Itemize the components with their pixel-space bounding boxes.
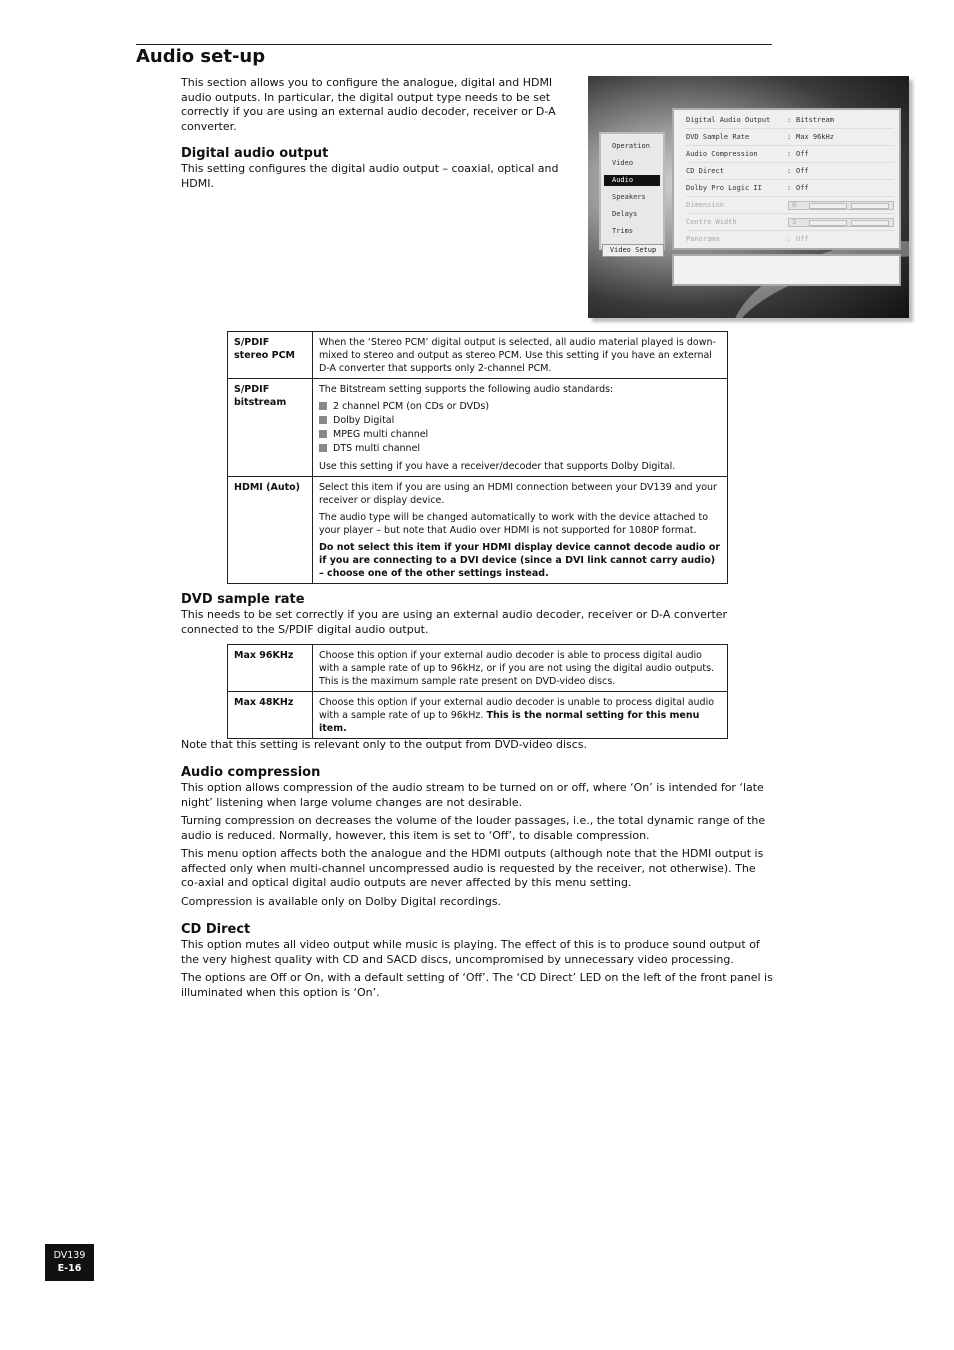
digital-output-heading: Digital audio output <box>181 146 329 161</box>
menu-item-delays[interactable]: Delays <box>612 210 638 218</box>
setting-row-centre-width[interactable]: Centre Width 3 <box>686 214 894 231</box>
menu-item-speakers[interactable]: Speakers <box>612 193 646 201</box>
centre-width-slider[interactable] <box>788 218 894 227</box>
menu-item-operation[interactable]: Operation <box>612 142 650 150</box>
setting-row-panorama[interactable]: Panorama : Off <box>686 235 809 243</box>
compression-p4: Compression is available only on Dolby Digital recordings. <box>181 894 502 908</box>
menu-item-audio[interactable]: Audio <box>604 175 660 186</box>
list-item: Dolby Digital <box>319 414 721 428</box>
setup-menu-screenshot <box>588 76 909 318</box>
row-description: Choose this option if your external audio decoder is able to process digital audio with a sample rate of up to 96kHz, or if you are not using the digital audio outputs. This is the maximum sample rate present on DVD-video discs. <box>313 645 728 692</box>
compression-p1: This option allows compression of the audio stream to be turned on or off, where ‘On’ is intended for ‘late night’ listening when large volume changes are not desirable. <box>181 781 764 809</box>
header-rule <box>136 44 772 45</box>
setting-row-cd-direct[interactable]: CD Direct : Off <box>686 163 894 180</box>
setting-row-audio-compression[interactable]: Audio Compression : Off <box>686 146 894 163</box>
row-description: Select this item if you are using an HDMI connection between your DV139 and your receiver or display device. The audio type will be changed automatically to work with the device attached to your player – but note that Audio over HDMI is not supported for 1080P format. Do not select this item if your HDMI display device cannot decode audio or if you are connecting to a DVI device (since a DVI link cannot carry audio) – choose one of the other settings instead. <box>313 477 728 584</box>
compression-heading: Audio compression <box>181 765 321 780</box>
menu-item-video[interactable]: Video <box>612 159 634 167</box>
model-label: DV139 <box>53 1250 86 1261</box>
menu-item-trims[interactable]: Trims <box>612 227 634 235</box>
list-item: 2 channel PCM (on CDs or DVDs) <box>319 400 721 414</box>
compression-p3: This menu option affects both the analogue and the HDMI outputs (although note that the HDMI output is affected only when multi-channel uncompressed audio is requested by the receiver, not otherwise). The co-axial and optical digital audio outputs are never affected by this menu setting. <box>181 847 764 889</box>
bullet-square-icon <box>319 416 327 424</box>
cd-direct-p2: The options are Off or On, with a default setting of ‘Off’. The ‘CD Direct’ LED on the left of the front panel is illuminated when this option is ‘On’. <box>181 971 773 999</box>
table-row <box>228 332 728 379</box>
intro-paragraph: This section allows you to configure the analogue, digital and HDMI audio outputs. In particular, the digital output type needs to be set correctly if you are using an external audio decoder, receiver or D-A converter. <box>181 76 556 133</box>
digital-output-section <box>181 146 571 191</box>
table-row <box>228 379 728 477</box>
row-description: When the ‘Stereo PCM’ digital output is selected, all audio material played is down-mixed to stereo and output as stereo PCM. Use this setting if you have an external D-A converter that supports only 2-channel PCM. <box>313 332 728 379</box>
compression-p2: Turning compression on decreases the volume of the louder passages, i.e., the total dynamic range of the audio is reduced. Normally, however, this item is set to ‘Off’, to disable compression. <box>181 814 766 842</box>
list-item: DTS multi channel <box>319 442 721 456</box>
table-row <box>228 645 728 692</box>
page-title: Audio set-up <box>136 46 266 67</box>
row-description: The Bitstream setting supports the following audio standards: 2 channel PCM (on CDs or DVDs) Dolby Digital MPEG multi channel DTS multi channel Use this setting if you have a receiver/decoder that supports Dolby Digital. <box>313 379 728 477</box>
setting-row-digital-audio-output[interactable]: Digital Audio Output : Bitstream <box>686 112 894 129</box>
page-number-box <box>45 1244 94 1281</box>
setting-row-dimension[interactable]: Dimension 0 <box>686 197 894 214</box>
video-setup-button[interactable]: Video Setup <box>602 244 664 257</box>
row-key: Max 48KHz <box>228 692 313 739</box>
compression-section <box>181 765 773 909</box>
page-number: E-16 <box>57 1263 82 1274</box>
row-key: Max 96KHz <box>228 645 313 692</box>
bullet-square-icon <box>319 402 327 410</box>
sample-rate-text: This needs to be set correctly if you are using an external audio decoder, receiver or D-A converter connected to the S/PDIF digital audio output. <box>181 608 728 636</box>
audio-standards-list <box>319 400 721 456</box>
digital-output-table <box>227 331 728 584</box>
setup-side-menu <box>599 132 665 250</box>
row-key: S/PDIF stereo PCM <box>228 332 313 379</box>
cd-direct-heading: CD Direct <box>181 922 251 937</box>
setting-row-dolby-pro-logic[interactable]: Dolby Pro Logic II : Off <box>686 180 894 197</box>
cd-direct-p1: This option mutes all video output while music is playing. The effect of this is to produce sound output of the very highest quality with CD and SACD discs, uncompromised by unnecessary video processing. <box>181 938 760 966</box>
sample-rate-heading: DVD sample rate <box>181 592 305 607</box>
row-key: HDMI (Auto) <box>228 477 313 584</box>
dimension-slider[interactable] <box>788 201 894 210</box>
digital-output-text: This setting configures the digital audio output – coaxial, optical and HDMI. <box>181 162 559 190</box>
setting-row-dvd-sample-rate[interactable]: DVD Sample Rate : Max 96kHz <box>686 129 894 146</box>
bullet-square-icon <box>319 430 327 438</box>
cd-direct-section <box>181 922 773 1000</box>
info-box <box>672 254 901 286</box>
list-item: MPEG multi channel <box>319 428 721 442</box>
row-key: S/PDIF bitstream <box>228 379 313 477</box>
table-row <box>228 477 728 584</box>
sample-rate-note: Note that this setting is relevant only to the output from DVD-video discs. <box>181 738 588 751</box>
sample-rate-section <box>181 592 773 637</box>
bullet-square-icon <box>319 444 327 452</box>
table-row <box>228 692 728 739</box>
audio-settings-panel <box>672 108 901 250</box>
sample-rate-table <box>227 644 728 739</box>
row-description: Choose this option if your external audio decoder is unable to process digital audio with a sample rate of up to 96kHz. This is the normal setting for this menu item. <box>313 692 728 739</box>
